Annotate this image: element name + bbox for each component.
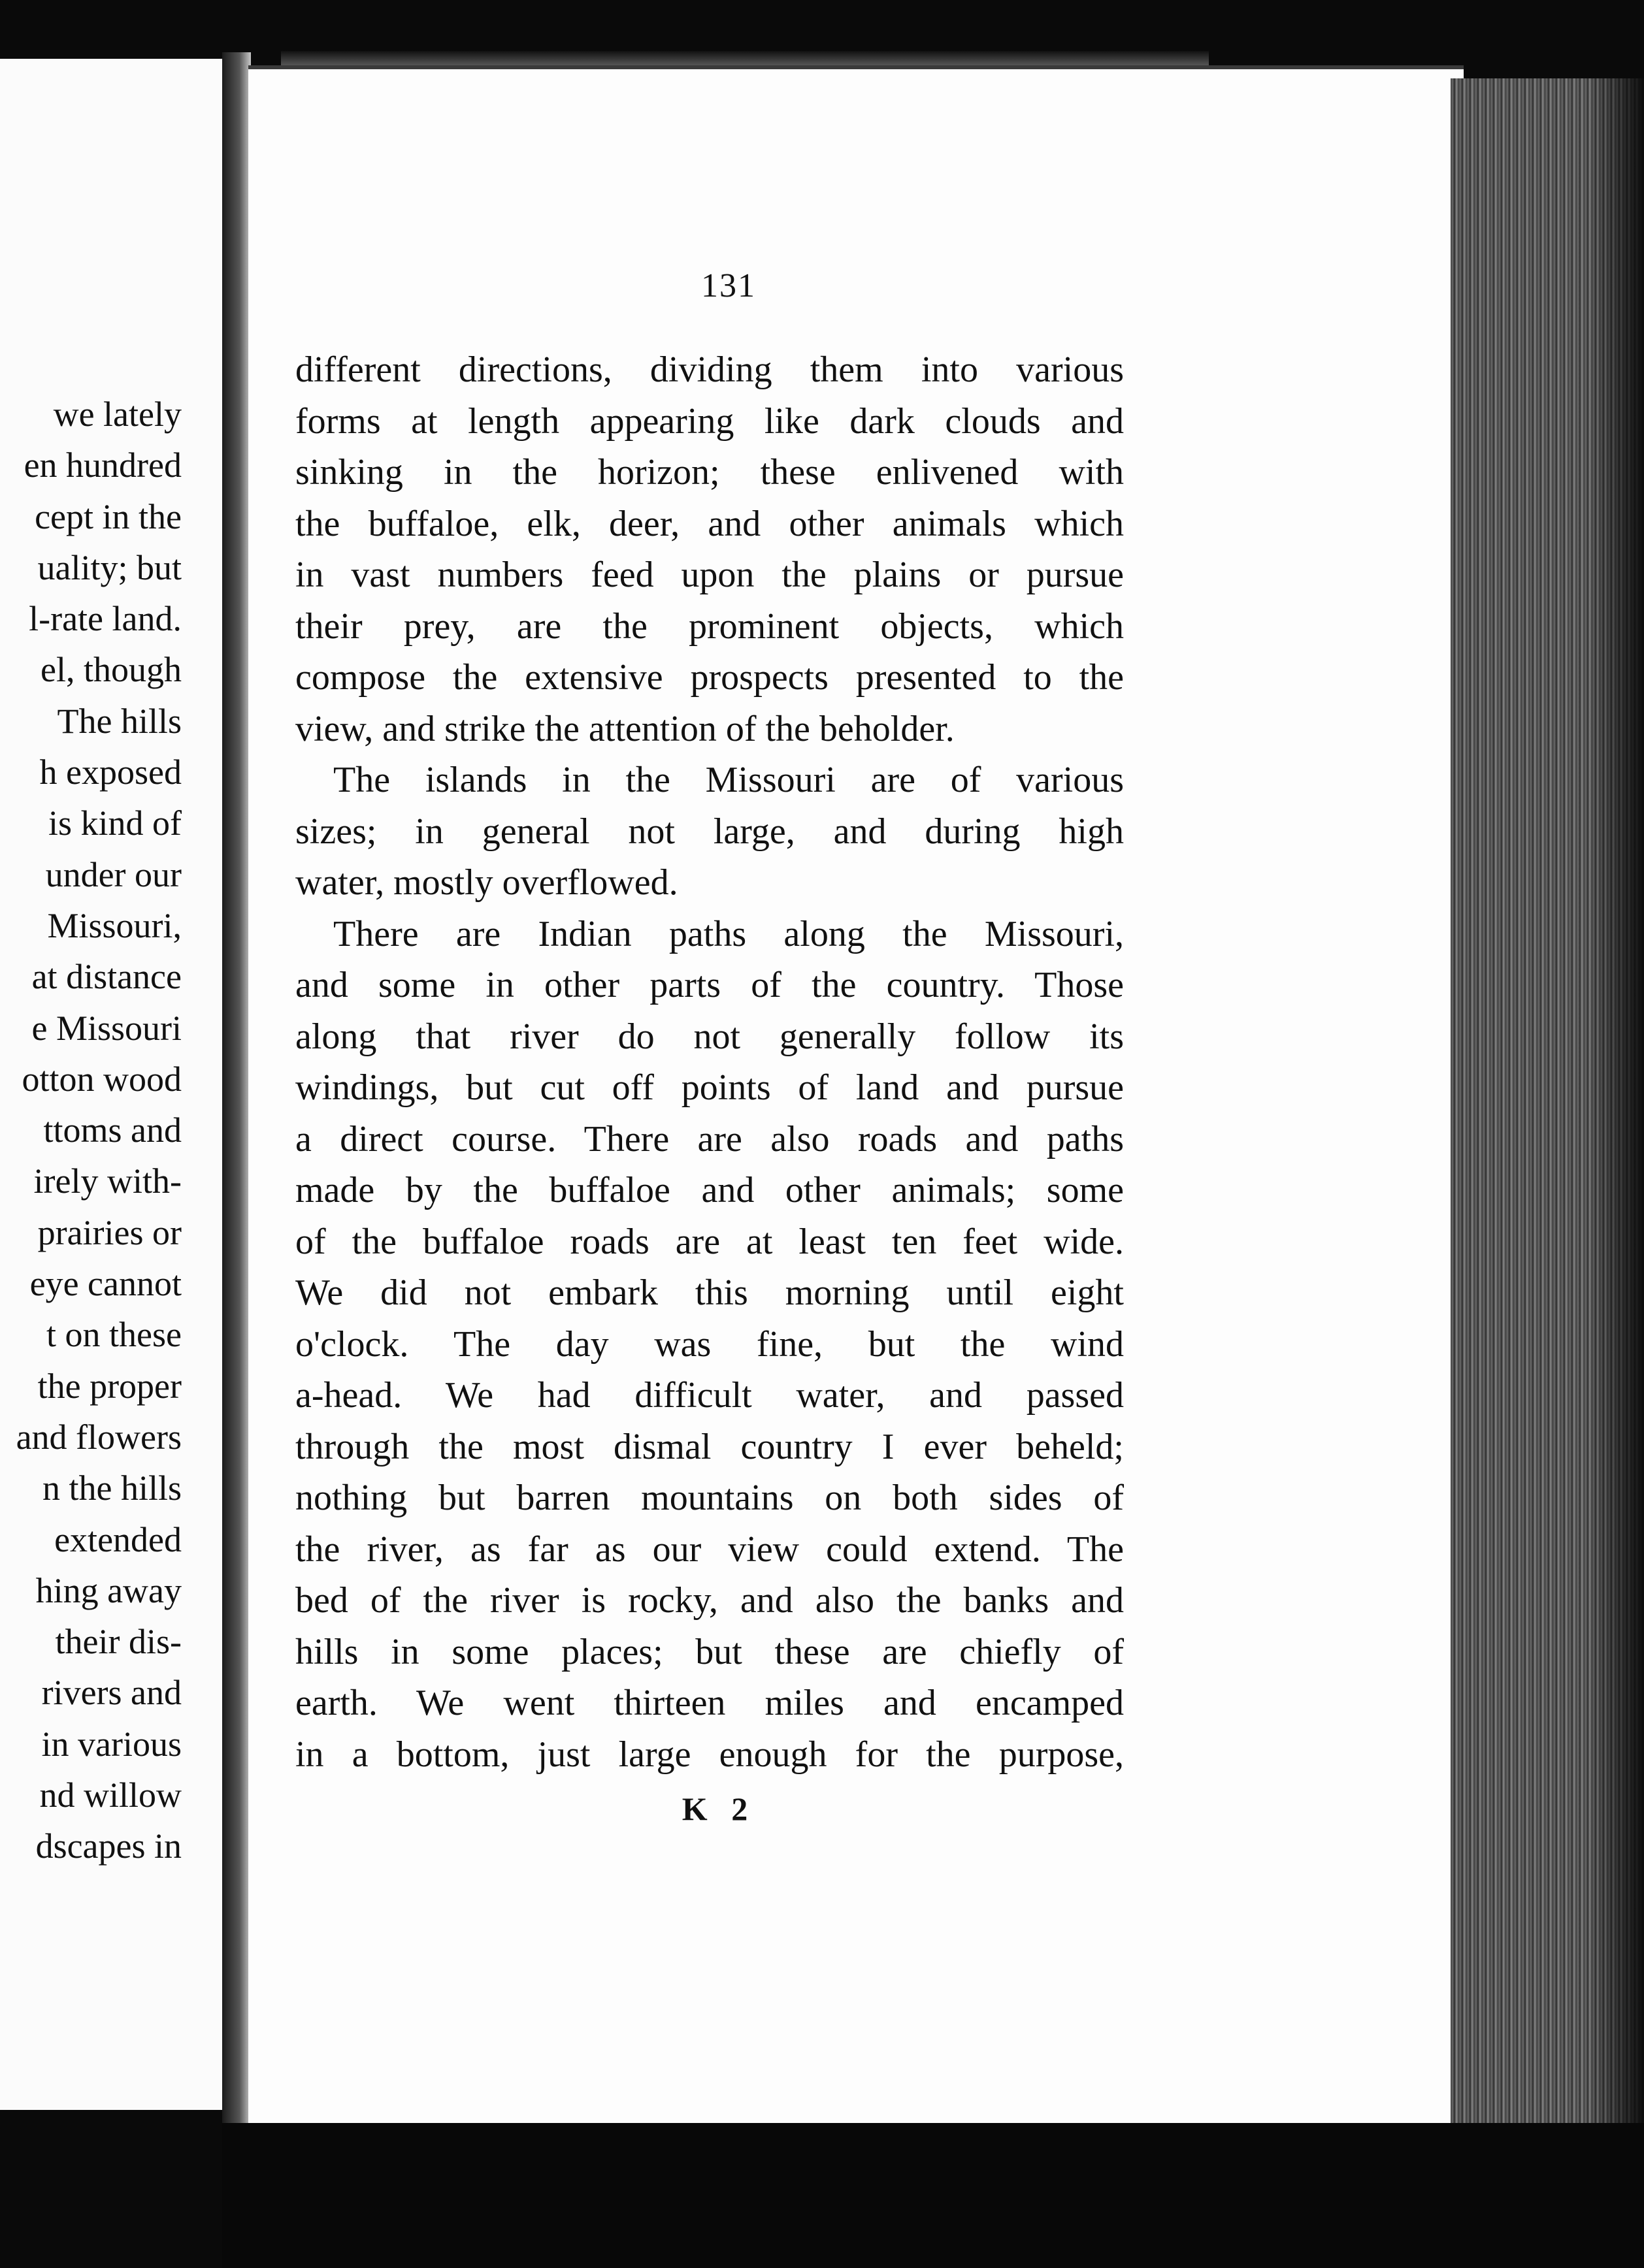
page-top-edge xyxy=(281,51,1209,65)
text-line: of the buffaloe roads are at least ten feet wide. xyxy=(295,1221,1124,1262)
left-line: Missouri, xyxy=(47,905,182,945)
text-line: in vast numbers feed upon the plains or pursue xyxy=(295,555,1124,595)
left-line: dscapes in xyxy=(35,1826,182,1866)
left-line: otton wood xyxy=(22,1059,182,1099)
left-line: eye cannot xyxy=(29,1264,182,1304)
text-line: bed of the river is rocky, and also the banks and xyxy=(295,1580,1124,1621)
text-line: sinking in the horizon; these enlivened with xyxy=(295,452,1124,493)
left-line: en hundred xyxy=(24,446,182,485)
text-line: earth. We went thirteen miles and encamped xyxy=(295,1683,1124,1723)
left-line: nd willow xyxy=(39,1775,182,1815)
text-line: a direct course. There are also roads and paths xyxy=(295,1118,1124,1159)
text-line: the buffaloe, elk, deer, and other animals which xyxy=(295,503,1124,544)
text-line: compose the extensive prospects presented to the xyxy=(295,657,1124,698)
left-line: we lately xyxy=(53,395,182,434)
book-edge-shadow xyxy=(1588,78,1644,2136)
text-line: view, and strike the attention of the beholder. xyxy=(295,708,955,749)
left-line: is kind of xyxy=(48,803,182,843)
right-page-text xyxy=(295,344,1124,1780)
left-line: el, though xyxy=(41,650,182,690)
text-line: the river, as far as our view could extend. The xyxy=(295,1529,1124,1570)
signature-mark: K 2 xyxy=(682,1790,756,1827)
left-line: rivers and xyxy=(41,1673,182,1713)
left-line: ttoms and xyxy=(43,1110,182,1150)
text-line: a-head. We had difficult water, and passed xyxy=(295,1375,1124,1416)
bottom-shadow xyxy=(222,2123,1644,2268)
left-line: at distance xyxy=(31,957,182,997)
text-line: in a bottom, just large enough for the purpose, xyxy=(295,1734,1124,1775)
text-line: The islands in the Missouri are of various xyxy=(333,760,1124,800)
left-line: l-rate land. xyxy=(29,599,182,639)
text-line: o'clock. The day was fine, but the wind xyxy=(295,1323,1124,1365)
left-line: the proper xyxy=(37,1366,182,1406)
text-line: hills in some places; but these are chiefly of xyxy=(295,1631,1124,1672)
text-line: windings, but cut off points of land and pursue xyxy=(295,1067,1124,1108)
left-line: uality; but xyxy=(37,547,182,587)
left-line: e Missouri xyxy=(31,1008,182,1048)
text-line: different directions, dividing them into various xyxy=(295,349,1124,390)
left-line: in various xyxy=(41,1724,182,1764)
left-line: extended xyxy=(54,1519,182,1559)
text-line: There are Indian paths along the Missouri, xyxy=(333,913,1124,954)
left-line: and flowers xyxy=(16,1417,182,1457)
text-line: their prey, are the prominent objects, which xyxy=(295,606,1124,647)
left-line: prairies or xyxy=(37,1212,182,1252)
left-line: t on these xyxy=(46,1315,182,1355)
left-line: irely with- xyxy=(33,1161,182,1201)
text-line: sizes; in general not large, and during high xyxy=(295,811,1124,852)
text-line: made by the buffaloe and other animals; some xyxy=(295,1170,1124,1210)
left-line: h exposed xyxy=(39,753,182,792)
left-line: their dis- xyxy=(55,1622,182,1662)
text-line: water, mostly overflowed. xyxy=(295,862,678,903)
left-page xyxy=(0,59,226,2110)
left-line: under our xyxy=(45,854,182,894)
text-line: forms at length appearing like dark clouds and xyxy=(295,400,1124,442)
left-line: The hills xyxy=(57,701,182,741)
left-line: hing away xyxy=(35,1570,182,1610)
page-number: 131 xyxy=(701,267,756,304)
text-line: along that river do not generally follow its xyxy=(295,1016,1124,1057)
text-line: We did not embark this morning until eight xyxy=(295,1272,1124,1313)
left-page-text xyxy=(0,389,182,1872)
left-line: cept in the xyxy=(35,496,182,536)
text-line: nothing but barren mountains on both sides of xyxy=(295,1478,1124,1518)
left-line: n the hills xyxy=(42,1468,182,1508)
book-gutter xyxy=(222,52,251,2130)
text-line: and some in other parts of the country. Those xyxy=(295,965,1124,1005)
text-line: through the most dismal country I ever beheld; xyxy=(295,1426,1124,1467)
